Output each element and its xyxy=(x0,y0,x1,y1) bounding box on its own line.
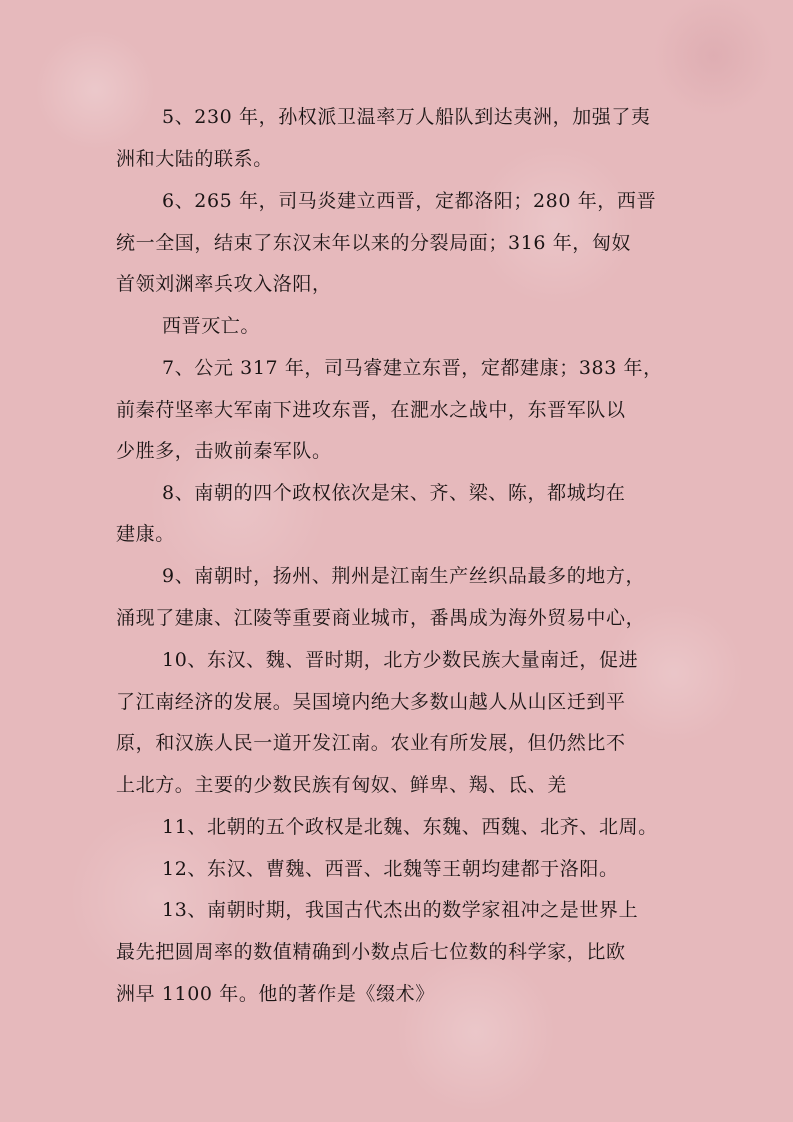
text-line: 建康。 xyxy=(116,523,175,545)
text-line: 9、南朝时，扬州、荆州是江南生产丝织品最多的地方， xyxy=(162,565,646,587)
text-line: 统一全国，结束了东汉末年以来的分裂局面；316 年，匈奴 xyxy=(116,232,632,254)
text-line: 了江南经济的发展。吴国境内绝大多数山越人从山区迁到平 xyxy=(116,691,626,713)
text-line: 10、东汉、魏、晋时期，北方少数民族大量南迁，促进 xyxy=(162,649,639,671)
text-line: 11、北朝的五个政权是北魏、东魏、西魏、北齐、北周。 xyxy=(162,816,658,838)
text-line: 西晋灭亡。 xyxy=(162,315,261,337)
text-line: 洲和大陆的联系。 xyxy=(116,148,273,170)
text-line: 6、265 年，司马炎建立西晋，定都洛阳；280 年，西晋 xyxy=(162,190,657,212)
text-line: 13、南朝时期，我国古代杰出的数学家祖冲之是世界上 xyxy=(162,899,639,921)
text-line: 少胜多，击败前秦军队。 xyxy=(116,440,332,462)
text-line: 8、南朝的四个政权依次是宋、齐、梁、陈，都城均在 xyxy=(162,482,626,504)
text-line: 洲早 1100 年。他的著作是《缀术》 xyxy=(116,983,435,1005)
text-line: 涌现了建康、江陵等重要商业城市，番禺成为海外贸易中心， xyxy=(116,607,646,629)
text-line: 前秦苻坚率大军南下进攻东晋，在淝水之战中，东晋军队以 xyxy=(116,399,626,421)
text-line: 最先把圆周率的数值精确到小数点后七位数的科学家，比欧 xyxy=(116,941,626,963)
text-line: 原，和汉族人民一道开发江南。农业有所发展，但仍然比不 xyxy=(116,732,626,754)
text-line: 上北方。主要的少数民族有匈奴、鲜卑、羯、氐、羌 xyxy=(116,774,567,796)
text-line: 首领刘渊率兵攻入洛阳， xyxy=(116,273,332,295)
text-line: 12、东汉、曹魏、西晋、北魏等王朝均建都于洛阳。 xyxy=(162,858,619,880)
text-line: 7、公元 317 年，司马睿建立东晋，定都建康；383 年， xyxy=(162,357,663,379)
text-line: 5、230 年，孙权派卫温率万人船队到达夷洲，加强了夷 xyxy=(162,106,651,128)
